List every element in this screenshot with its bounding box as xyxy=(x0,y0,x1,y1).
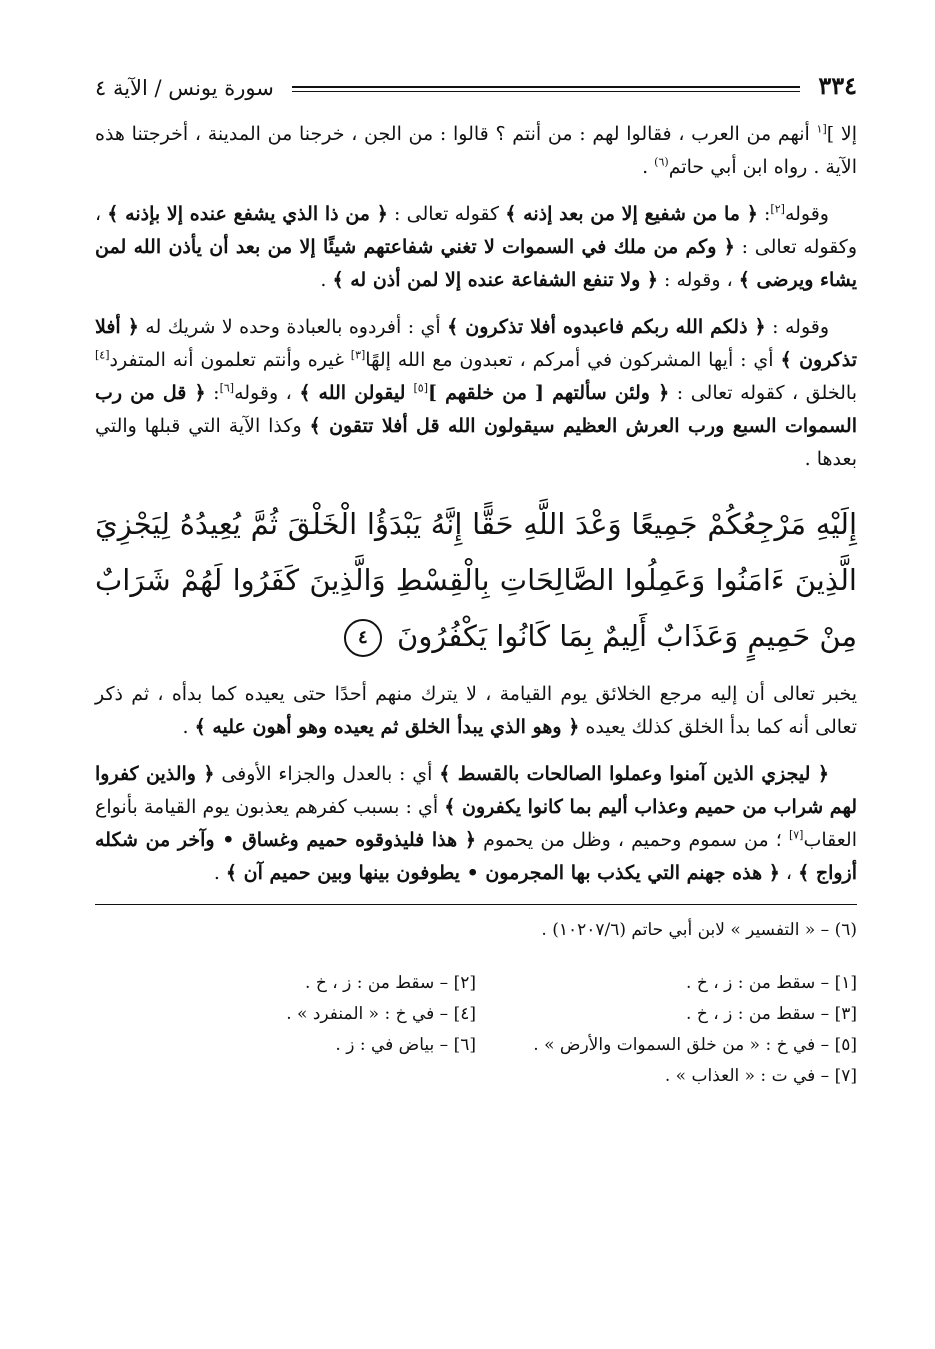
verse-quote: ﴿ وكم من ملك في السموات لا تغني شفاعتهم شيئًا إلا من بعد أن يأذن الله لمن يشاء ويرضى ﴾ xyxy=(95,236,857,291)
text: : xyxy=(757,203,771,225)
text: إلا ] xyxy=(826,123,857,145)
text: . xyxy=(182,716,195,738)
footnote-6: [٦] – بياض في : ز . xyxy=(335,1035,476,1055)
verse-quote: ﴿ هذا فليذوقوه حميم وغساق • وآخر من شكله أزواج ﴾ xyxy=(95,829,857,884)
footnote-row xyxy=(95,999,857,1030)
paragraph-worship xyxy=(95,311,857,476)
footnote-4: [٤] – في خ : « المنفرد » . xyxy=(286,1004,476,1024)
paragraph-jinn-report xyxy=(95,118,857,184)
text: أي : أيها المشركون في أمركم ، تعبدون مع الله إلهًا xyxy=(365,349,781,371)
footnote-empty xyxy=(95,1061,476,1092)
verse-quote: ﴿ هذه جهنم التي يكذب بها المجرمون • يطوفون بينها وبين حميم آن ﴾ xyxy=(225,862,780,884)
footnote-row xyxy=(95,1061,857,1092)
text: ، xyxy=(779,862,799,884)
verse-quote: ﴿ ليجزي الذين آمنوا وعملوا الصالحات بالقسط ﴾ xyxy=(439,763,829,785)
text: بالخلق ، كقوله تعالى : xyxy=(669,382,857,404)
quran-verse xyxy=(95,496,857,664)
footnote-ref: [٦] xyxy=(219,381,235,395)
text: . xyxy=(642,156,655,178)
text: أي : بسبب كفرهم يعذبون يوم القيامة بأنواع العقاب xyxy=(95,796,857,851)
ayah-number-mark: ٤ xyxy=(344,619,382,657)
text: غيره وأنتم تعلمون أنه المتفرد xyxy=(109,349,351,371)
footnote-ref: (٦) xyxy=(654,155,669,169)
text: أي : بالعدل والجزاء الأوفى xyxy=(214,763,440,785)
text: يخبر تعالى أن إليه مرجع الخلائق يوم القيامة ، لا يترك منهم أحدًا حتى يعيده كما بدأه ، ثم ذكر تعالى أنه كما بدأ الخلق كذلك يعيده xyxy=(95,683,857,738)
footnote-6-source: (٦) – « التفسير » لابن أبي حاتم (١٠٢٠٧/٦) . xyxy=(541,920,857,940)
text: ؛ من سموم وحميم ، وظل من يحموم xyxy=(476,829,789,851)
footnote-5: [٥] – في خ : « من خلق السموات والأرض » . xyxy=(533,1035,857,1055)
quran-verse-text: إِلَيْهِ مَرْجِعُكُمْ جَمِيعًا وَعْدَ اللَّهِ حَقًّا إِنَّهُ يَبْدَؤُا الْخَلْقَ ثُمَّ يُعِيدُهُ لِيَجْزِيَ الَّذِينَ ءَامَنُوا وَعَمِلُوا الصَّالِحَاتِ بِالْقِسْطِ وَالَّذِينَ كَفَرُوا لَهُمْ شَرَابٌ مِنْ حَمِيمٍ وَعَذَابٌ أَلِيمٌ بِمَا كَانُوا يَكْفُرُونَ xyxy=(95,507,857,653)
verse-quote: ﴿ قل من رب السموات السبع ورب العرش العظيم سيقولون الله قل أفلا تتقون ﴾ xyxy=(95,382,857,437)
book-page xyxy=(95,60,857,1092)
verse-quote: ليقولن الله ﴾ xyxy=(299,382,414,404)
verse-quote: ﴿ ما من شفيع إلا من بعد إذنه ﴾ xyxy=(505,203,758,225)
text: ، وقوله : xyxy=(658,269,739,291)
paragraph-intercession xyxy=(95,198,857,297)
verse-quote: ﴿ ولئن سألتهم [ من خلقهم ] xyxy=(428,382,670,404)
text: أي : أفردوه بالعبادة وحده لا شريك له xyxy=(138,316,448,338)
text: . xyxy=(320,269,333,291)
footnote-row xyxy=(95,968,857,999)
verse-quote: ﴿ من ذا الذي يشفع عنده إلا بإذنه ﴾ xyxy=(107,203,388,225)
footnote-ref: [٥] xyxy=(413,381,429,395)
surah-title: سورة يونس / الآية ٤ xyxy=(95,76,274,100)
text: كقوله تعالى : xyxy=(387,203,506,225)
text: . xyxy=(213,862,226,884)
footnote-1: [١] – سقط من : ز ، خ . xyxy=(686,973,857,993)
footnote-ref: [٣] xyxy=(350,348,366,362)
verse-quote: ﴿ ذلكم الله ربكم فاعبدوه أفلا تذكرون ﴾ xyxy=(447,316,766,338)
footnote-3: [٣] – سقط من : ز ، خ . xyxy=(686,1004,857,1024)
footnote-separator xyxy=(95,904,857,905)
text: أنهم من العرب ، فقالوا لهم : من أنتم ؟ قالوا : من الجن ، خرجنا من المدينة ، أخرجتنا هذه الآية . رواه ابن أبي حاتم xyxy=(95,123,857,178)
text: وكذا الآية التي قبلها والتي بعدها . xyxy=(95,415,857,470)
footnote-ref: [٧] xyxy=(788,828,804,842)
text: وقوله xyxy=(784,203,829,225)
verse-quote: ﴿ ولا تنفع الشفاعة عنده إلا لمن أذن له ﴾ xyxy=(332,269,658,291)
footnote-ref: [١ xyxy=(816,122,827,136)
text: : xyxy=(205,382,220,404)
paragraph-return xyxy=(95,678,857,744)
paragraph-recompense xyxy=(95,758,857,890)
footnote-row xyxy=(95,915,857,946)
verse-quote: ﴿ والذين كفروا لهم شراب من حميم وعذاب أليم بما كانوا يكفرون ﴾ xyxy=(95,763,857,818)
page-number: ٣٣٤ xyxy=(818,71,857,100)
verse-quote: ﴿ وهو الذي يبدأ الخلق ثم يعيده وهو أهون عليه ﴾ xyxy=(194,716,580,738)
verse-quote: ﴿ أفلا تذكرون ﴾ xyxy=(95,316,857,371)
page-header xyxy=(95,60,857,100)
text: وقوله : xyxy=(765,316,830,338)
footnote-row xyxy=(95,1030,857,1061)
footnote-7: [٧] – في ت : « العذاب » . xyxy=(664,1066,857,1086)
text: ، وقوله xyxy=(234,382,300,404)
header-rule xyxy=(292,86,800,92)
footnote-ref: [٤] xyxy=(95,348,110,362)
text: ، وكقوله تعالى : xyxy=(95,203,858,258)
footnote-ref: [٢] xyxy=(770,202,785,216)
footnote-2: [٢] – سقط من : ز ، خ . xyxy=(305,973,476,993)
